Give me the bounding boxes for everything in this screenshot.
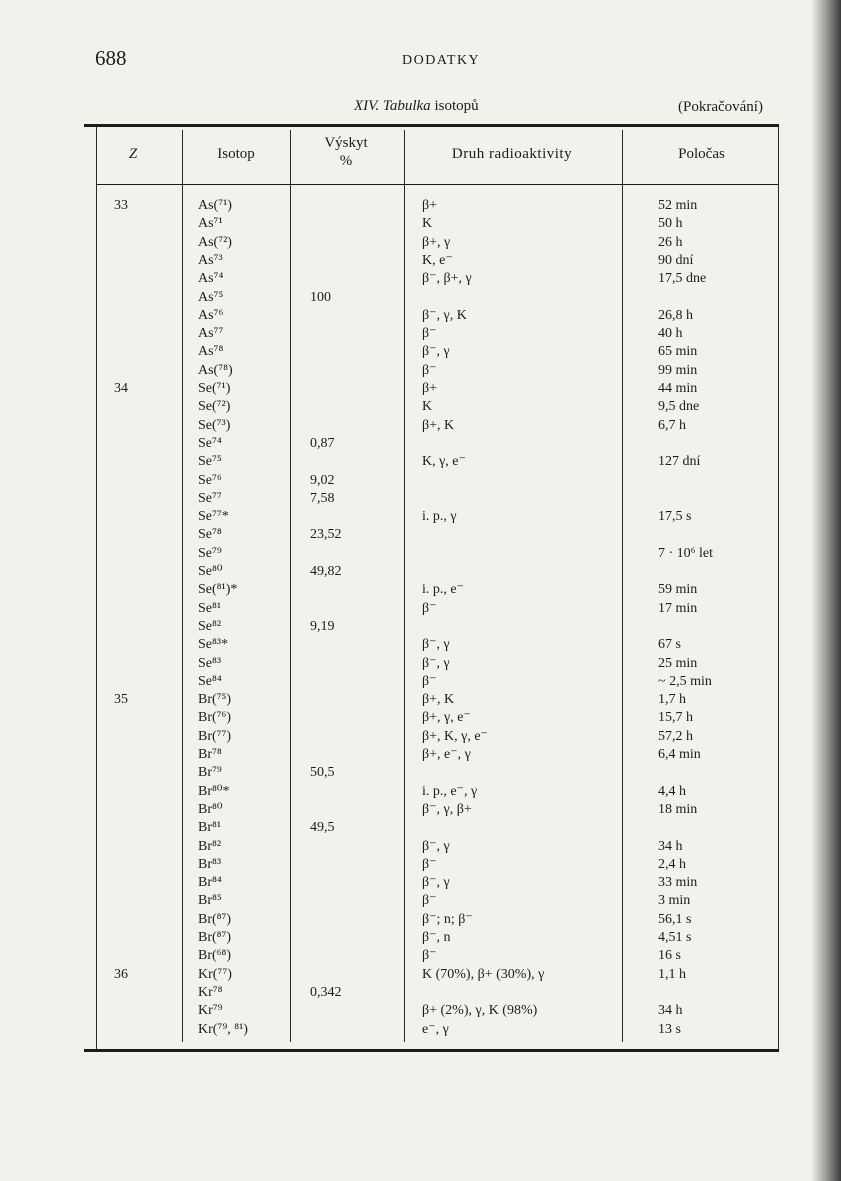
table-row xyxy=(84,746,779,763)
cell-radioactivity: β+ (2%), γ, K (98%) xyxy=(422,1003,538,1019)
cell-isotope: Se⁷⁶ xyxy=(198,472,222,488)
cell-occurrence: 23,52 xyxy=(310,527,342,543)
cell-half-life: 3 min xyxy=(658,893,691,909)
cell-half-life: 52 min xyxy=(658,198,698,213)
cell-radioactivity: K xyxy=(422,399,433,415)
header-z: Z xyxy=(128,146,138,162)
cell-radioactivity: β⁻ xyxy=(422,600,437,616)
cell-isotope: Se⁸⁴ xyxy=(198,673,222,689)
cell-radioactivity: β⁻, γ xyxy=(422,655,450,671)
table-caption xyxy=(354,98,479,115)
cell-half-life: 7 · 10⁶ let xyxy=(658,545,714,561)
table-row xyxy=(84,838,779,855)
cell-isotope: Br⁸² xyxy=(198,838,222,854)
table-row xyxy=(84,600,779,617)
cell-radioactivity: β⁻ xyxy=(422,893,437,909)
table-row xyxy=(84,874,779,891)
cell-half-life: 59 min xyxy=(658,582,698,598)
cell-z: 35 xyxy=(114,692,128,708)
cell-isotope: Se⁷⁴ xyxy=(198,435,222,451)
cell-radioactivity: β⁻; n; β⁻ xyxy=(422,911,473,927)
cell-isotope: As⁷⁸ xyxy=(198,344,224,360)
table-row xyxy=(84,636,779,653)
cell-isotope: Se(⁷¹) xyxy=(198,381,231,396)
cell-radioactivity: K xyxy=(422,216,433,232)
cell-half-life: 26,8 h xyxy=(658,307,693,323)
cell-occurrence: 49,82 xyxy=(310,564,342,579)
cell-radioactivity: β+, K xyxy=(422,692,455,708)
cell-half-life: 1,1 h xyxy=(658,966,686,982)
cell-radioactivity: β⁻ xyxy=(422,856,437,872)
cell-half-life: 18 min xyxy=(658,801,698,817)
table-caption-text: isotopů xyxy=(430,98,479,114)
cell-radioactivity: β⁻, γ xyxy=(422,344,450,360)
cell-radioactivity: e⁻, γ xyxy=(422,1021,449,1037)
table-row xyxy=(84,856,779,873)
cell-z: 34 xyxy=(114,381,128,396)
header-occurrence-label: Výskyt xyxy=(324,135,368,151)
table-row xyxy=(84,929,779,946)
cell-occurrence: 49,5 xyxy=(310,820,335,836)
table-row xyxy=(84,435,779,452)
cell-radioactivity: β⁻ xyxy=(422,326,437,342)
table-row xyxy=(84,947,779,964)
table-row xyxy=(84,691,779,708)
header-occurrence xyxy=(290,134,402,170)
cell-radioactivity: i. p., γ xyxy=(422,509,457,525)
cell-isotope: Br(⁷⁵) xyxy=(198,692,232,708)
cell-half-life: 34 h xyxy=(658,838,683,854)
table-row xyxy=(84,472,779,489)
cell-half-life: 65 min xyxy=(658,344,698,360)
cell-isotope: Br⁸¹ xyxy=(198,820,222,836)
table-row xyxy=(84,728,779,745)
table-row xyxy=(84,966,779,983)
cell-isotope: Br⁸⁰* xyxy=(198,783,230,799)
table-row xyxy=(84,563,779,580)
cell-radioactivity: β⁻, β+, γ xyxy=(422,271,472,287)
table-row xyxy=(84,380,779,397)
table-row xyxy=(84,417,779,434)
cell-radioactivity: i. p., e⁻, γ xyxy=(422,783,478,799)
cell-half-life: 2,4 h xyxy=(658,856,686,872)
continued-note: (Pokračování) xyxy=(678,99,763,115)
cell-half-life: 1,7 h xyxy=(658,692,686,708)
cell-isotope: As(⁷²) xyxy=(198,234,232,250)
cell-half-life: 4,4 h xyxy=(658,783,686,799)
table-row xyxy=(84,783,779,800)
table-row xyxy=(84,362,779,379)
cell-isotope: As⁷¹ xyxy=(198,216,223,232)
table-row xyxy=(84,984,779,1001)
cell-radioactivity: β+ xyxy=(422,198,438,213)
cell-half-life: 26 h xyxy=(658,234,683,250)
cell-isotope: As(⁷⁸) xyxy=(198,362,233,378)
cell-occurrence: 0,342 xyxy=(310,984,342,1000)
table-row xyxy=(84,526,779,543)
cell-isotope: Br⁸³ xyxy=(198,856,222,872)
cell-isotope: Br⁸⁵ xyxy=(198,893,222,909)
cell-half-life: 6,4 min xyxy=(658,747,701,762)
page-number: 688 xyxy=(95,46,127,70)
header-occurrence-unit: % xyxy=(339,153,353,169)
cell-isotope: Se⁸⁰ xyxy=(198,564,223,579)
header-bottom-rule xyxy=(96,184,779,185)
table-row xyxy=(84,398,779,415)
cell-half-life: 90 dní xyxy=(658,252,694,268)
table-row xyxy=(84,709,779,726)
cell-radioactivity: K, e⁻ xyxy=(422,252,453,268)
cell-half-life: 4,51 s xyxy=(658,930,692,945)
cell-isotope: Se⁸² xyxy=(198,618,222,634)
table-row xyxy=(84,911,779,928)
cell-isotope: As⁷⁷ xyxy=(198,326,224,342)
header-half-life: Poločas xyxy=(678,146,725,162)
cell-isotope: Br⁸⁰ xyxy=(198,801,223,817)
table-row xyxy=(84,252,779,269)
cell-isotope: Se⁷⁹ xyxy=(198,545,222,561)
running-head: DODATKY xyxy=(402,53,481,68)
cell-isotope: Br(⁷⁷) xyxy=(198,728,232,744)
cell-radioactivity: β⁻, γ xyxy=(422,875,450,891)
table-row xyxy=(84,673,779,690)
cell-isotope: As⁷⁵ xyxy=(198,289,224,305)
cell-radioactivity: β⁻, γ xyxy=(422,637,450,653)
page-edge-shadow xyxy=(811,0,841,1181)
table-row xyxy=(84,801,779,818)
table-row xyxy=(84,453,779,470)
table-row xyxy=(84,307,779,324)
table-row xyxy=(84,490,779,507)
cell-isotope: As⁷³ xyxy=(198,252,223,268)
cell-half-life: 67 s xyxy=(658,637,681,653)
cell-radioactivity: β+, e⁻, γ xyxy=(422,747,471,762)
cell-isotope: As⁷⁴ xyxy=(198,271,224,287)
cell-radioactivity: β+, γ xyxy=(422,234,451,250)
cell-isotope: Kr⁷⁸ xyxy=(198,984,223,1000)
cell-isotope: Br(⁸⁷) xyxy=(198,911,232,927)
cell-half-life: 127 dní xyxy=(658,454,701,470)
cell-half-life: 13 s xyxy=(658,1021,681,1037)
table-row xyxy=(84,1021,779,1038)
cell-radioactivity: β+, K, γ, e⁻ xyxy=(422,728,488,744)
table-caption-label: XIV. Tabulka xyxy=(354,98,431,114)
cell-radioactivity: β⁻ xyxy=(422,948,437,964)
cell-half-life: 15,7 h xyxy=(658,710,693,726)
cell-isotope: Se(⁸¹)* xyxy=(198,582,238,598)
cell-isotope: As(⁷¹) xyxy=(198,198,232,213)
cell-occurrence: 9,02 xyxy=(310,472,335,488)
cell-radioactivity: β⁻, γ xyxy=(422,838,450,854)
table-row xyxy=(84,819,779,836)
cell-z: 33 xyxy=(114,198,128,213)
cell-isotope: Se(⁷²) xyxy=(198,399,231,415)
table-row xyxy=(84,764,779,781)
table-row xyxy=(84,343,779,360)
cell-isotope: Se⁷⁸ xyxy=(198,527,222,543)
cell-half-life: 17,5 s xyxy=(658,509,692,525)
cell-half-life: 44 min xyxy=(658,381,698,396)
cell-radioactivity: i. p., e⁻ xyxy=(422,582,464,598)
cell-half-life: 50 h xyxy=(658,216,683,232)
cell-radioactivity: β+, K xyxy=(422,417,455,433)
table-row xyxy=(84,289,779,306)
cell-occurrence: 100 xyxy=(310,289,331,305)
table-row xyxy=(84,1002,779,1019)
cell-half-life: 56,1 s xyxy=(658,911,692,927)
cell-isotope: Se⁸³* xyxy=(198,637,229,653)
cell-isotope: Se⁷⁷ xyxy=(198,490,222,506)
table-row xyxy=(84,545,779,562)
cell-half-life: 9,5 dne xyxy=(658,399,700,415)
cell-isotope: Kr⁷⁹ xyxy=(198,1003,223,1019)
cell-radioactivity: β⁻, γ, K xyxy=(422,307,467,323)
cell-isotope: Br(⁷⁶) xyxy=(198,710,232,726)
cell-occurrence: 0,87 xyxy=(310,435,335,451)
cell-isotope: Se⁷⁷* xyxy=(198,509,229,525)
cell-isotope: Se⁷⁵ xyxy=(198,454,222,470)
cell-half-life: 33 min xyxy=(658,875,698,891)
table-row xyxy=(84,892,779,909)
cell-z: 36 xyxy=(114,966,128,982)
table-top-rule xyxy=(84,124,779,127)
table-row xyxy=(84,215,779,232)
cell-half-life: 57,2 h xyxy=(658,728,693,744)
cell-radioactivity: K, γ, e⁻ xyxy=(422,454,466,470)
cell-half-life: 34 h xyxy=(658,1003,683,1019)
cell-isotope: Kr(⁷⁹, ⁸¹) xyxy=(198,1021,248,1037)
cell-radioactivity: β⁻ xyxy=(422,673,437,689)
table-row xyxy=(84,197,779,214)
cell-radioactivity: β+ xyxy=(422,381,438,396)
cell-isotope: Br(⁶⁸) xyxy=(198,948,232,964)
table-bottom-rule xyxy=(84,1049,779,1052)
table-row xyxy=(84,270,779,287)
cell-isotope: Se(⁷³) xyxy=(198,417,231,433)
cell-isotope: Br⁷⁹ xyxy=(198,765,222,781)
cell-radioactivity: K (70%), β+ (30%), γ xyxy=(422,966,545,982)
cell-half-life: 16 s xyxy=(658,948,681,964)
cell-isotope: Kr(⁷⁷) xyxy=(198,966,232,982)
cell-occurrence: 7,58 xyxy=(310,490,335,506)
cell-radioactivity: β⁻, n xyxy=(422,930,451,945)
cell-isotope: Br⁸⁴ xyxy=(198,875,222,891)
cell-occurrence: 50,5 xyxy=(310,765,335,781)
cell-isotope: Br⁷⁸ xyxy=(198,747,222,762)
cell-occurrence: 9,19 xyxy=(310,618,335,634)
cell-half-life: 99 min xyxy=(658,362,698,378)
table-row xyxy=(84,655,779,672)
cell-half-life: 17 min xyxy=(658,600,698,616)
cell-radioactivity: β+, γ, e⁻ xyxy=(422,710,471,726)
header-isotope: Isotop xyxy=(217,146,255,162)
table-row xyxy=(84,508,779,525)
table-row xyxy=(84,581,779,598)
isotope-table xyxy=(84,124,779,1054)
cell-half-life: 17,5 dne xyxy=(658,271,707,287)
table-row xyxy=(84,325,779,342)
header-radioactivity: Druh radioaktivity xyxy=(451,146,573,162)
table-row xyxy=(84,234,779,251)
cell-isotope: Br(⁸⁷) xyxy=(198,930,232,945)
cell-radioactivity: β⁻ xyxy=(422,362,437,378)
cell-isotope: Se⁸³ xyxy=(198,655,222,671)
cell-isotope: Se⁸¹ xyxy=(198,600,222,616)
cell-radioactivity: β⁻, γ, β+ xyxy=(422,801,472,817)
cell-half-life: 6,7 h xyxy=(658,417,686,433)
table-row xyxy=(84,618,779,635)
cell-half-life: 25 min xyxy=(658,655,698,671)
cell-half-life: ~ 2,5 min xyxy=(658,673,712,689)
cell-half-life: 40 h xyxy=(658,326,683,342)
cell-isotope: As⁷⁶ xyxy=(198,307,224,323)
